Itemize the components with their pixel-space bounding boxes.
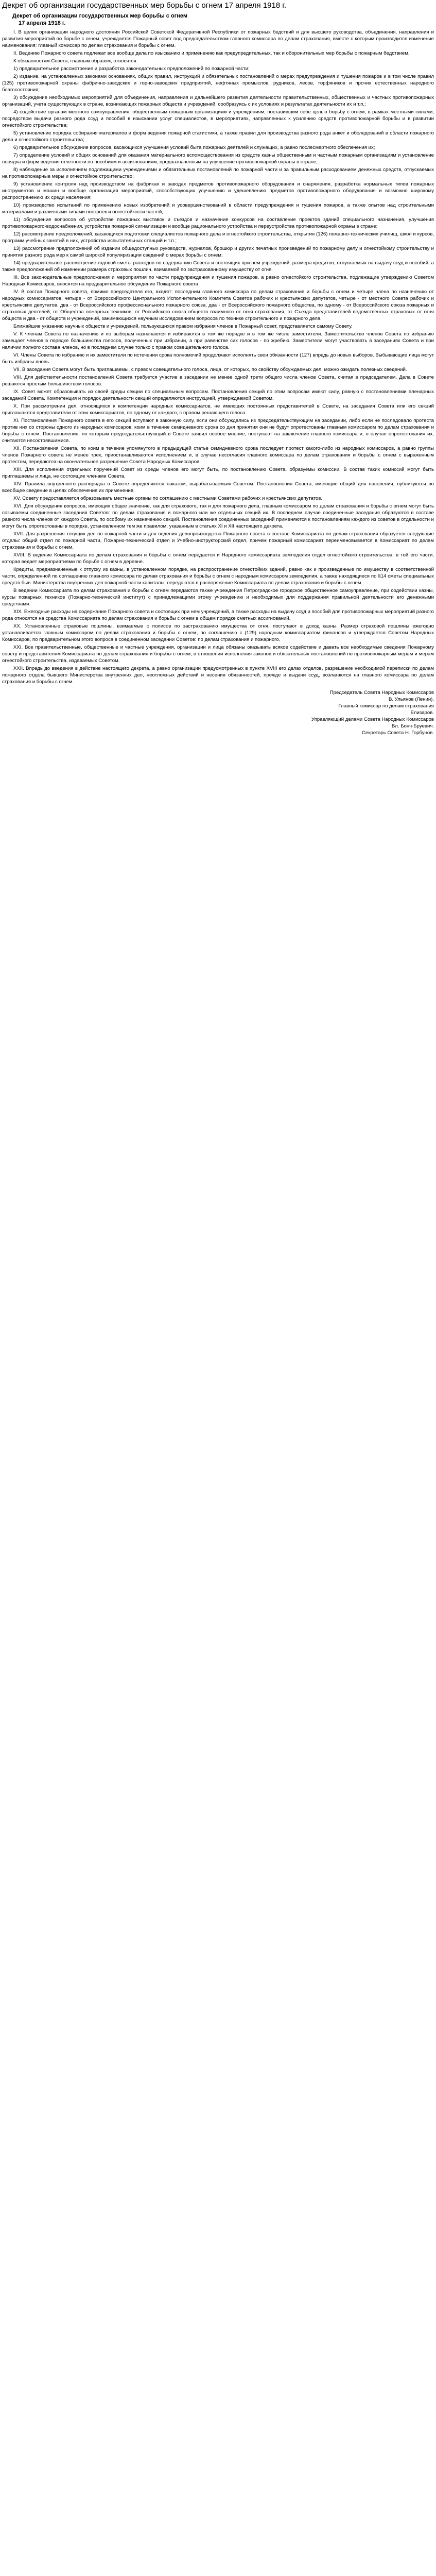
decree-subtitle-line: Декрет об организации государственных мер борьбы с огнем [12,13,188,19]
signature-block [2,689,434,736]
page-title: Декрет об организации государственных мер борьбы с огнем 17 апреля 1918 г. [2,1,287,10]
decree-paragraph: V. К членам Совета по назначению и по выборам назначаются и избираются в том же порядке и в том же числе заместители. Заместительство членов Совета по избранию замещает членов в порядке большинства голосов, полученных при избрании, а при равенстве сих голосов - по жребию. Заместители могут участвовать в заседаниях Совета и при наличии полного состава членов, но в последнем случае только с правом совещательного голоса. [2,331,434,350]
decree-subtitle [12,12,434,27]
decree-paragraph: XVII. Для разрешения текущих дел по пожарной части и для ведения делопроизводства Пожарного совета в составе Комиссариата по делам страхования образуется следующие отделы: общий отдел по пожарной части, Пожарно-технический отдел и Учебно-инструкторский отдел, причем пожарный комиссариат переименовывается в Комиссариат по делам страхования и борьбы с огнем. [2,531,434,550]
decree-paragraph: IX. Совет может образовывать из своей среды секции по специальным вопросам. Постановления секций по этим вопросам имеют силу, равную с постановлениями пленарных заседаний Совета. Компетенция и порядок деятельности секций определяются инструкцией, утверждаемой Советом. [2,389,434,401]
decree-paragraph: К обязанностям Совета, главным образом, относятся: [13,58,138,64]
decree-paragraph: 1) предварительное рассмотрение и разработка законодательных предположений по пожарной части; [13,66,250,72]
decree-paragraph: XX. Установленные страховые пошлины, взимаемые с полисов по застрахованию имущества от огня, поступают в доход казны. Размер страховой пошлины ежегодно устанавливается главным комиссаром по делам страхования и борьбы с огнем, по соглашению с (129) народным комиссариатом финансов и утверждается Советом Народных Комиссаров, по предварительном этого вопроса в соединенном заседании Советов: по делам страхования и пожарного. [2,623,434,642]
document-page [0,0,436,736]
decree-paragraph: VII. В заседания Совета могут быть приглашаемы, с правом совещательного голоса, лица, от которых, по свойству обсуждаемых дел, можно ожидать полезных сведений. [13,367,407,372]
decree-date: 17 апреля 1918 г. [19,20,66,26]
decree-paragraph: 6) предварительное обсуждение вопросов, касающихся улучшения условий быта пожарных деятелей и служащих, а равно послесмертного обеспечения их; [13,145,375,150]
decree-paragraph: 9) установление контроля над производством на фабриках и заводах предметов противопожарного оборудования и снаряжения, разработка нормальных типов пожарных инструментов и машин и вообще организация мероприятий, способствующих улучшению и удешевлению предметов противопожарного оборудования и возможно широкому распространению их среди населения; [2,181,434,200]
signature-line: Главный комиссар по делам страхования [338,703,434,709]
decree-paragraph: 2) издание, на установленных законами основаниях, общих правил, инструкций и обязательных постановлений о мерах предупреждения и тушения пожаров и в том числе правил (125) противопожарной охраны фабрично-заводских и горно-заводских предприятий, нефтяных промыслов, рудников, лесов, торфяников и прочих естественных народного благосостояния; [2,74,434,93]
decree-paragraph: Ближайшие указанию научных обществ и учреждений, пользующихся правом избрания членов в Пожарный совет, представляется самому Совету. [13,324,353,329]
decree-paragraph: XII. Постановления Совета, по коим в течение упомянутого в предыдущей статье семидневного срока последует протест какого-либо из народных комиссаров, а равно группы членов Пожарного совета не менее трех, приостанавливаются исполнением и, в случае несогласия главного комиссара по делам страхования и борьбы с огнем с выраженным протестом, передаются на окончательное разрешение Совета Народных Комиссаров. [2,446,434,465]
decree-paragraph: XIX. Ежегодные расходы на содержание Пожарного совета и состоящих при нем учреждений, а также расходы на выдачу ссуд и пособий для противопожарных мероприятий разного рода относятся на средства Комиссариата по делам страхования и борьбы с огнем в общем порядке сметных ассигнований. [2,609,434,621]
decree-paragraph: XXI. Все правительственные, общественные и частные учреждения, организации и лица обязаны оказывать всякое содействие и давать все необходимые сведения Пожарному совету и представителям Комиссариата по делам страхования и борьбы с огнем, в отношении исполнения законов и обязательных постановлений по противопожарным мерам и мерам огнестойкого строительства, издаваемых Советом. [2,645,434,664]
decree-paragraph: В ведении Комиссариата по делам страхования и борьбы с огнем передаются также учреждения Петроградское городское общественное самоуправление, при содействии казны, курсы пожарных техников (Пожарно-технический институт) с принадлежащими этому учреждению и необходимых для поддержания правильной деятельности его денежными средствами. [2,588,434,607]
decree-paragraph: II. Ведению Пожарного совета подлежат все вообще дела по изысканию и применению как предупредительных, так и оборонительных мер борьбы с пожарным бедствием. [13,50,410,56]
decree-paragraph: 5) установление порядка собирания материалов и форм ведения пожарной статистики, а также правил для производства разного рода анкет и обследований в области пожарного дела и огнестойкого строительства; [2,130,434,143]
decree-body [2,29,434,685]
decree-paragraph: XV. Совету предоставляется образовывать местные органы по соглашению с местными Советами рабочих и крестьянских депутатов. [13,496,323,501]
signature-line: Управляющий делами Совета Народных Комиссаров [311,717,434,722]
signature-line: Вл. Бонч-Бруевич. [391,723,434,729]
decree-paragraph: III. Все законодательные предположения и мероприятия по части предупреждения и тушения пожаров, а равно огнестойкого строительства, подлежащие утверждению Советом Народных Комиссаров, вносятся на предварительное обсуждение Пожарного совета. [2,275,434,287]
decree-paragraph: 7) определение условий и общих оснований для оказания материального вспомоществования из средств казны общественным и частным пожарным организациям и установление порядка и форм ведения отчетности по пособиям и ассигнованиям, предназначенным на улучшение противопожарной охраны в стране; [2,152,434,165]
decree-paragraph: 3) обсуждение необходимых мероприятий для объединения, направления и дальнейшего развития деятельности правительственных, общественных и частных противопожарных организаций, учета существующих в стране, возникающих пожарных обществ и учреждений, сообразуясь с их условиях и результатах деятельности их и т.п.; [2,95,434,107]
decree-paragraph: 11) обсуждение вопросов об устройстве пожарных выставок и съездов и назначение конкурсов на составление проектов зданий специального назначения, улучшения противопожарного-водоснабжения, устройства пожарной сигнализации и вообще рационального устройства и переустройства противопожарной охраны в стране; [2,217,434,229]
decree-paragraph: X. При рассмотрении дел, относящихся к компетенции народных комиссариатов, не имеющих постоянных представителей в Совете, на заседания Совета или его секций приглашаются представители от этих комиссариатов, по одному от каждого, с правом решающего голоса. [2,403,434,416]
decree-paragraph: 4) содействие органам местного самоуправления, общественным пожарным организациям и учреждениям, поставившим себе целью борьбу с огнем, в рамках местными силами, посредством выдачи разного рода ссуд и пособий в изыскании услуг специалистов, в мероприятиях, направленных к усилению средств противопожарной борьбы и в развитии огнестойкого строительства; [2,109,434,128]
decree-paragraph: VIII. Для действительности постановлений Совета требуется участие в заседании не менее одной трети общего числа членов Совета, считая в председателем. Дела в Совете решаются простым большинством голосов. [2,375,434,387]
decree-paragraph: XIII. Для исполнения отдельных поручений Совет из среды членов его могут быть, по постановлению Совета, образуемы комиссии. В состав таких комиссий могут быть приглашаемы и лица, не состоящие членами Совета. [2,467,434,479]
signature-line: Секретарь Совета Н. Горбунов. [362,730,434,736]
decree-paragraph: XIV. Правила внутреннего распорядка в Совете определяются наказом, вырабатываемым Советом. Постановления Совета, имеющие общий для населения, публикуются во всеобщее сведение в целях обеспечения их применения. [2,481,434,494]
decree-paragraph: XI. Постановления Пожарного совета в его секций вступают в законную силу, если они обсуждались из председательствующим на заседании, либо если не последовало протеста против них со стороны одного из народных комиссаров, коим в течение семидневного срока со дня принятия они не будут опротестованы главным комиссаром по делам страхования и борьбы с огнем. Постановления, по которым председательствующий в Совете заявил особое мнение, поступают на заключение главного комиссара и, в случае опротестования их, считаются несостоявшимися. [2,418,434,444]
signature-line: В. Ульянов (Ленин). [388,697,434,702]
signature-line: Председатель Совета Народных Комиссаров [329,690,434,696]
decree-paragraph: XXII. Впредь до введения в действие настоящего декрета, а равно организации предусмотренных в пункте XVIII его делах отделов, разрешение необходимой переписки по делам пожарного отдела бывшего Министерства внутренних дел, неотложных действий и несения обязанностей, прежде и выдачи ссуд, возлагаются на главного комиссара по делам страхования и борьбы с огнем. [2,666,434,685]
signature-line: Елизаров. [410,710,434,716]
decree-paragraph: Кредиты, предназначенные к отпуску из казны, в установленном порядке, на распространение огнестойких зданий, равно как и произведенные по имуществу в соответственной части, определенной по соглашению главного комиссара по делам страхования и борьбы с огнем с народным комиссаром земледелия, а также находящиеся по §14 сметы специальных средств быв. Министерства внутренних дел пожарной части капиталы, передаются в распоряжение Комиссариата по делам страхования и борьбы с огнем. [2,567,434,586]
decree-paragraph: 12) рассмотрение предположений, касающихся подготовки специалистов пожарного дела и огнестойкого строительства, открытия (126) пожарно-технических училищ, школ и курсов, программ учебных занятий в них, устройства испытательных станций и т.п.; [2,231,434,244]
decree-paragraph: 10) производство испытаний по применению новых изобретений и усовершенствований в области предупреждения и тушения пожаров, а также опытов над строительными материалами и различными типами построек и огнестойкости частей; [2,202,434,215]
decree-paragraph: 8) наблюдение за исполнением подлежащими учреждениями и обязательных постановлений по пожарной части и за правильным расходованием денежных средств, отпускаемых на противопожарные меры и огнестойкое строительство; [2,167,434,179]
decree-paragraph: XVIII. В ведение Комиссариата по делам страхования и борьбы с огнем передается и Народного комиссариата земледелия отдел огнестойкого строительства, в той его части, которая ведает мероприятиями по борьбе с огнем в деревне. [2,552,434,565]
decree-paragraph: VI. Члены Совета по избранию и их заместители по истечении срока полномочий продолжают исполнять свои обязанности (127) впредь до новых выборов. Выбывающие лица могут быть избраны вновь. [2,352,434,365]
decree-paragraph: I. В целях организации народного достояния Российской Советской Федеративной Республики от пожарных бедствий и для высшего руководства, объединения, направления и развития мероприятий по борьбе с огнем, учреждается Пожарный совет под председательством главного комиссара по делам страхования, вместе с которым производится изменение наименования: главный комиссар по делам страхования и борьбы с огнем. [2,29,434,48]
decree-paragraph: 14) предварительное рассмотрение годовой сметы расходов по содержанию Совета и состоящих при нем учреждений, размера кредитов, отпускаемых на выдачу ссуд и пособий, а также предположений об изменении размера страховых пошлин, взимаемой по застрахованному имуществу от огня. [2,260,434,273]
decree-paragraph: IV. В состав Пожарного совета, помимо председателя его, входят: последним главного комиссара по делам страхования и борьбы с огнем и четыре члена по назначению от народных комиссариатов, четыре - от Всероссийского Центрального Исполнительного Комитета Советов рабочих и крестьянских депутатов, четыре - от местного Совета рабочих и крестьянских депутатов, два - от Всероссийского профессионального пожарного союза, два - от Всероссийского пожарного общества, по одному - от Всероссийского союза пожарных и страховых деятелей, от Общества пожарных техников, от Российского союза обществ взаимного от огня страхования, от Съезда представителей ведомственных страховых от огня обществ и два - от обществ и учреждений, занимающихся научным исследованием вопросов по технике строительного и пожарного дела. [2,289,434,321]
decree-paragraph: XVI. Для обсуждения вопросов, имеющих общее значение, как для страхового, так и для пожарного дела, главным комиссаром по делам страхования и борьбы с огнем могут быть созываемы соединенные заседания Советов: по делам страхования и пожарного или же отдельных секций их. В последнем случае соединенные заседания образуются в составе равного числа членов от каждого Совета, по особому их назначению секций. Постановления соединенных заседаний применяются к постановлениям каждого из советов в отдельности и могут быть опротестованы в порядке, установленном тем же правилом, указанным в статьях XI и XII настоящего декрета. [2,503,434,529]
decree-paragraph: 13) рассмотрение предположений об издании общедоступных руководств, журналов, брошюр и других печатных произведений по пожарному делу и огнестойкому строительству и принятия разного рода мер к самой широкой популяризации сведений о мерах борьбы с огнем; [2,246,434,258]
